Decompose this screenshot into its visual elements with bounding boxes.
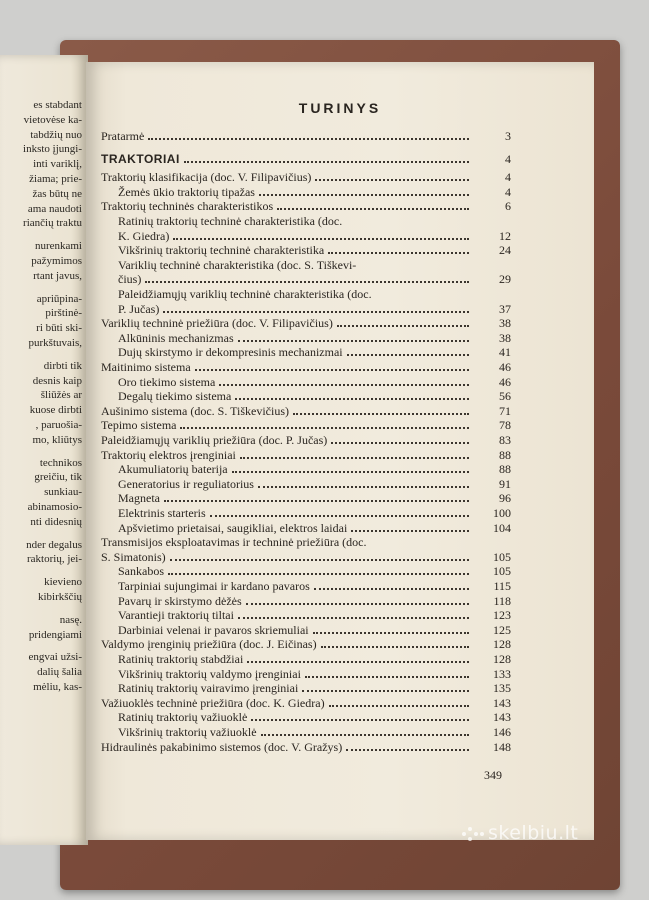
toc-leader-dots <box>331 434 469 444</box>
toc-leader-dots <box>246 595 469 605</box>
toc-entry <box>101 697 511 710</box>
left-page-line: desnis kaip <box>32 374 82 387</box>
left-page-line: engvai užsi- <box>28 651 82 664</box>
toc-leader-dots <box>337 317 469 327</box>
toc-entry-page: 4 <box>505 151 511 166</box>
toc-entry-page: 78 <box>499 418 511 433</box>
toc-entry-page: 96 <box>499 491 511 506</box>
toc-entry <box>101 449 511 462</box>
toc-entry-title: Ratinių traktorių vairavimo įrenginiai <box>118 681 299 696</box>
toc-leader-dots <box>195 361 469 371</box>
left-page-line: raktorių, jei- <box>27 553 82 566</box>
toc-entry <box>101 726 511 739</box>
toc-leader-dots <box>163 303 469 313</box>
toc-entry <box>101 419 511 432</box>
toc-entry-title: čius) <box>118 272 142 287</box>
toc-entry-title: Pavarų ir skirstymo dėžės <box>118 593 242 608</box>
left-page-line: apriūpina- <box>36 292 82 305</box>
left-page-line: dirbti tik <box>43 359 82 372</box>
toc-leader-dots <box>314 580 469 590</box>
toc-leader-dots <box>251 711 469 721</box>
toc-entry <box>101 434 511 447</box>
left-page-line: žiama; prie- <box>29 173 82 185</box>
toc-entry-page: 4 <box>505 184 511 199</box>
toc-entry <box>101 595 511 608</box>
left-page-line: es stabdant <box>33 99 82 111</box>
toc-entry <box>101 653 511 666</box>
toc-leader-dots <box>328 244 469 254</box>
toc-entry <box>101 153 511 166</box>
toc-entry-title: Variklių techninė charakteristika (doc. S. Tiškevi- <box>118 257 357 272</box>
toc-entry-page: 118 <box>493 593 511 608</box>
toc-leader-dots <box>346 741 469 751</box>
toc-entry-page: 91 <box>499 476 511 491</box>
toc-entry-page: 56 <box>499 389 511 404</box>
left-page-line: vietovėse ka- <box>23 113 82 126</box>
toc-entry <box>101 317 511 330</box>
toc-entry-title: Aušinimo sistema (doc. S. Tiškevičius) <box>101 403 290 418</box>
toc-leader-dots <box>247 653 469 663</box>
toc-entry <box>101 288 511 301</box>
toc-leader-dots <box>305 668 469 678</box>
left-page-line: , paruošia- <box>35 419 82 431</box>
toc-entry-page: 29 <box>499 272 511 287</box>
toc-entry-title: Paleidžiamųjų variklių priežiūra (doc. P. Jučas) <box>101 433 328 447</box>
toc-entry-title: Traktorių techninės charakteristikos <box>101 199 274 214</box>
toc-entry <box>101 273 511 286</box>
left-page-line: pažymimos <box>31 255 82 267</box>
toc-entry-title: Paleidžiamųjų variklių techninė charakteristika (doc. <box>118 287 372 301</box>
toc-entry-page: 133 <box>493 666 511 681</box>
toc-entry-title: K. Giedra) <box>118 228 170 243</box>
toc-entry <box>101 130 511 143</box>
toc-entry-title: Žemės ūkio traktorių tipažas <box>118 184 255 199</box>
toc-entry-page: 41 <box>499 345 511 360</box>
left-page-line: nti didesnių <box>30 515 82 528</box>
toc-entry <box>101 624 511 637</box>
right-page <box>86 62 594 840</box>
toc-entry-page: 100 <box>493 506 511 520</box>
watermark-text: skelbiu.lt <box>488 822 579 844</box>
toc-entry-title: Ratinių traktorių stabdžiai <box>118 652 244 666</box>
toc-entry-title: Alkūninis mechanizmas <box>118 330 234 345</box>
toc-entry-title: Dujų skirstymo ir dekompresinis mechanizmai <box>118 345 343 360</box>
toc-entry <box>101 463 511 476</box>
toc-entry <box>101 244 511 257</box>
left-page-line: mo, kliūtys <box>32 433 82 446</box>
toc-leader-dots <box>347 346 469 356</box>
toc-leader-dots <box>173 230 469 240</box>
toc-entry <box>101 580 511 593</box>
toc-entry-title: Variklių techninė priežiūra (doc. V. Filipavičius) <box>101 316 333 331</box>
toc-leader-dots <box>321 638 469 648</box>
toc-entry-title: Traktorių klasifikacija (doc. V. Filipavičius) <box>101 170 312 185</box>
toc-entry <box>101 303 511 316</box>
toc-entry <box>101 478 511 491</box>
left-page-line: kievieno <box>44 576 82 589</box>
toc-entry <box>101 215 511 228</box>
left-page-line: greičiu, tik <box>34 471 82 484</box>
toc-entry-title: Magneta <box>118 491 160 506</box>
watermark <box>462 822 578 844</box>
toc-entry-page: 38 <box>499 316 511 331</box>
toc-entry <box>101 711 511 724</box>
toc-entry <box>101 536 511 549</box>
toc-leader-dots <box>351 522 469 532</box>
toc-entry <box>101 230 511 243</box>
toc-entry <box>101 507 511 520</box>
toc-entry <box>101 609 511 622</box>
left-page-line: kuose dirbti <box>29 404 82 417</box>
toc-entry-page: 37 <box>499 301 511 316</box>
toc-entry <box>101 332 511 345</box>
left-page-line: žas būtų ne <box>32 187 82 200</box>
toc-entry-title: P. Jučas) <box>118 301 160 316</box>
toc-entry-page: 104 <box>493 520 511 535</box>
toc-leader-dots <box>293 405 469 415</box>
toc-entry <box>101 346 511 359</box>
toc-entry <box>101 668 511 681</box>
toc-entry-page: 6 <box>505 199 511 214</box>
toc-entry-title: Tarpiniai sujungimai ir kardano pavaros <box>118 579 310 593</box>
toc-entry-page: 38 <box>499 330 511 345</box>
toc-entry-title: Ratinių traktorių techninė charakteristika (doc. <box>118 214 343 228</box>
toc-entry <box>101 361 511 374</box>
toc-entry-title: Generatorius ir reguliatorius <box>118 476 254 491</box>
toc-leader-dots <box>168 565 469 575</box>
left-page-line: purkštuvais, <box>28 337 82 349</box>
toc-leader-dots <box>315 171 469 181</box>
toc-entry-page: 3 <box>505 129 511 143</box>
left-page-line: pirštinė- <box>45 307 82 320</box>
toc-entry <box>101 741 511 754</box>
left-page-line: sunkiau- <box>44 486 82 499</box>
left-page-line: kibirkščių <box>38 591 82 603</box>
toc-entry-title: Sankabos <box>118 564 164 579</box>
toc-entry <box>101 186 511 199</box>
toc-entry-page: 88 <box>499 447 511 462</box>
toc-leader-dots <box>219 376 469 386</box>
toc-entry-title: Maitinimo sistema <box>101 360 191 374</box>
toc-entry-page: 71 <box>499 403 511 418</box>
toc-entry-page: 24 <box>499 243 511 258</box>
toc-entry-page: 46 <box>499 360 511 374</box>
toc-entry-page: 83 <box>499 433 511 447</box>
toc-entry <box>101 376 511 389</box>
toc-leader-dots <box>148 130 469 140</box>
toc-entry-page: 46 <box>499 374 511 389</box>
toc-entry-page: 128 <box>493 637 511 652</box>
toc-entry-title: S. Simatonis) <box>101 549 166 564</box>
left-page-line: nurenkami <box>34 240 82 253</box>
left-page-line: inti variklį, <box>33 158 82 171</box>
toc-leader-dots <box>235 390 469 400</box>
toc-entry-title: Apšvietimo prietaisai, saugikliai, elektros laidai <box>118 520 348 535</box>
toc-entry-title: Vikšrinių traktorių valdymo įrenginiai <box>118 666 301 681</box>
toc-entry-title: Traktorių elektros įrenginiai <box>101 447 236 462</box>
toc-entry-title: Degalų tiekimo sistema <box>118 389 232 404</box>
toc-entry-page: 105 <box>493 549 511 564</box>
left-page-line: rtant javus, <box>33 269 82 282</box>
toc-title: TURINYS <box>298 100 382 116</box>
left-page-line: ri būti ski- <box>36 322 82 335</box>
toc-entry-page: 12 <box>499 228 511 243</box>
toc-entry-title: Hidraulinės pakabinimo sistemos (doc. V. Gražys) <box>101 739 343 754</box>
toc-entry <box>101 551 511 564</box>
left-page-line: pridengiami <box>28 628 82 641</box>
left-page-line: nder degalus <box>26 538 82 551</box>
left-page-line: ama naudoti <box>27 202 82 215</box>
page-number: 349 <box>484 768 502 782</box>
toc-entry <box>101 259 511 272</box>
toc-entry-page: 143 <box>493 710 511 725</box>
toc-leader-dots <box>184 153 469 163</box>
toc-entry <box>101 565 511 578</box>
toc-entry-title: Varantieji traktorių tiltai <box>118 608 234 623</box>
toc-entry-page: 123 <box>493 608 511 623</box>
toc-entry-title: Akumuliatorių baterija <box>118 462 228 477</box>
toc-leader-dots <box>302 682 469 692</box>
toc-entry-title: Darbiniai velenai ir pavaros skriemuliai <box>118 622 309 637</box>
toc-entry-title: Vikšrinių traktorių techninė charakteristika <box>118 243 325 258</box>
toc-entry <box>101 522 511 535</box>
toc-entry-title: Valdymo įrenginių priežiūra (doc. J. Eičinas) <box>101 637 317 652</box>
toc-entry-title: Važiuoklės techninė priežiūra (doc. K. Giedra) <box>101 695 325 710</box>
toc-entry <box>101 390 511 403</box>
left-page-line: nasę. <box>59 613 82 626</box>
toc-leader-dots <box>210 507 469 517</box>
toc-leader-dots <box>258 478 469 488</box>
toc-entry-page: 4 <box>505 170 511 185</box>
toc-leader-dots <box>232 463 469 473</box>
toc-entry-page: 125 <box>493 622 511 637</box>
toc-entry <box>101 200 511 213</box>
toc-entry <box>101 405 511 418</box>
left-page-line: riančių traktu <box>23 217 82 230</box>
left-page-line: šliūžės ar <box>40 389 82 402</box>
left-page-line: abinamosio- <box>27 501 82 513</box>
toc-leader-dots <box>313 624 469 634</box>
left-page-line: mėliu, kas- <box>33 681 82 693</box>
toc-leader-dots <box>329 697 469 707</box>
left-page <box>0 55 88 845</box>
toc-entry-title: Tepimo sistema <box>101 418 177 433</box>
toc-entry-title: Transmisijos eksploatavimas ir techninė priežiūra (doc. <box>101 535 367 550</box>
toc-leader-dots <box>277 200 469 210</box>
watermark-logo-icon <box>462 827 484 841</box>
toc-leader-dots <box>238 332 469 342</box>
toc-entry-page: 143 <box>493 695 511 710</box>
left-page-line: dalių šalia <box>37 666 82 679</box>
left-page-line: technikos <box>39 456 82 469</box>
toc-leader-dots <box>145 273 469 283</box>
left-page-line: tabdžių nuo <box>30 128 82 141</box>
toc-leader-dots <box>180 419 469 429</box>
toc-entry-title: Oro tiekimo sistema <box>118 374 216 389</box>
toc-entry <box>101 682 511 695</box>
toc-entry-page: 105 <box>493 564 511 579</box>
toc-leader-dots <box>240 449 469 459</box>
toc-entry-title: TRAKTORIAI <box>101 151 180 166</box>
toc-leader-dots <box>261 726 469 736</box>
toc-entry-page: 148 <box>493 739 511 754</box>
toc-entry-page: 128 <box>493 652 511 666</box>
toc-leader-dots <box>238 609 469 619</box>
left-page-line: inksto įjungi- <box>23 143 82 156</box>
toc-entry-title: Elektrinis starteris <box>118 506 206 520</box>
toc-entry-page: 115 <box>493 579 511 593</box>
toc-entry-page: 135 <box>493 681 511 696</box>
toc-entry <box>101 492 511 505</box>
toc-entry <box>101 171 511 184</box>
toc-entry-title: Vikšrinių traktorių važiuoklė <box>118 725 257 739</box>
toc-leader-dots <box>170 551 469 561</box>
toc-entry-page: 88 <box>499 462 511 477</box>
toc-leader-dots <box>164 492 469 502</box>
toc-leader-dots <box>259 186 469 196</box>
toc-entry-title: Pratarmė <box>101 129 145 143</box>
toc-entry-title: Ratinių traktorių važiuoklė <box>118 710 248 725</box>
toc-entry <box>101 638 511 651</box>
toc-entry-page: 146 <box>493 725 511 739</box>
